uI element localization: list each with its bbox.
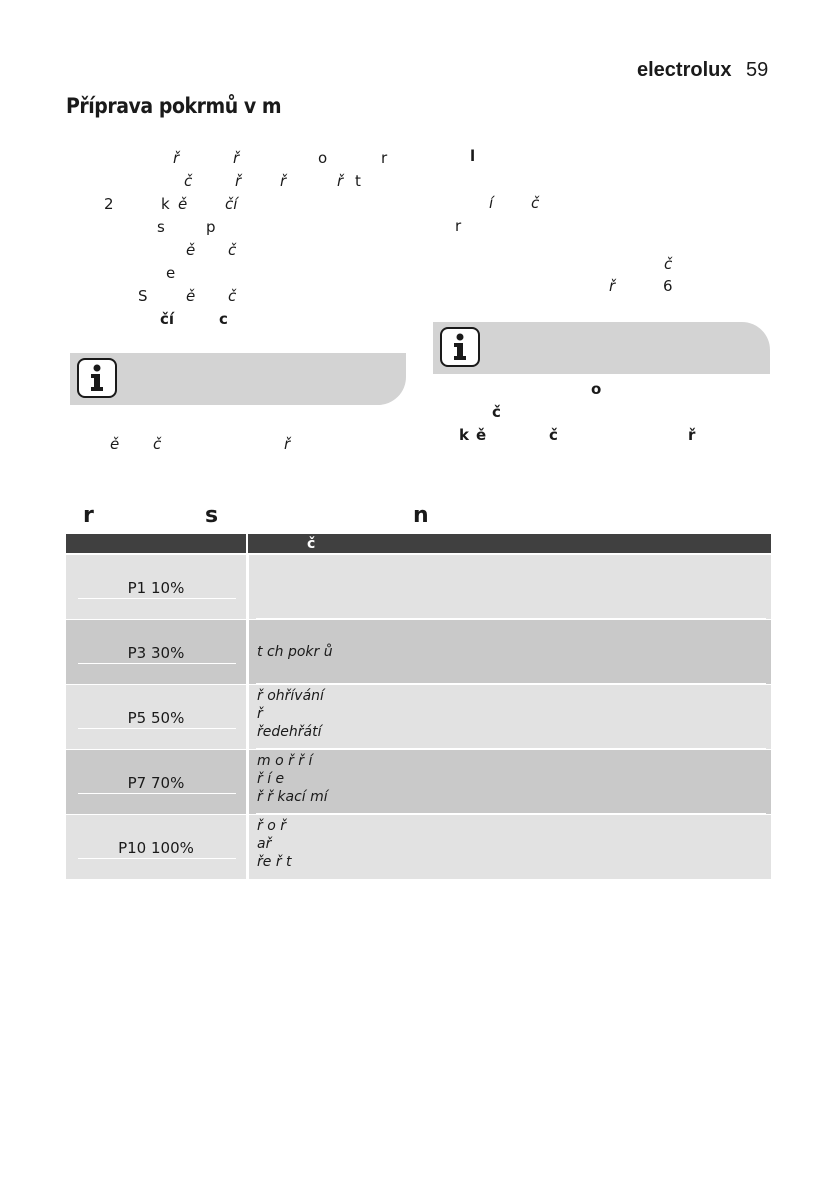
body-text-fragment: č	[492, 403, 501, 421]
table-row	[66, 555, 771, 619]
label-underline	[78, 793, 236, 794]
body-text-fragment: p	[206, 218, 216, 236]
body-text-fragment: ě	[110, 435, 120, 453]
page-title: Příprava pokrmů v m	[66, 94, 282, 118]
body-text-fragment: ě	[186, 241, 196, 259]
info-icon	[77, 358, 117, 398]
body-text-fragment: č	[228, 241, 237, 259]
brand-logo-text: electrolux	[637, 59, 732, 81]
section-heading-fragment: r	[83, 503, 94, 528]
power-level-label: P3 30%	[127, 644, 185, 662]
label-underline	[78, 598, 236, 599]
table-header	[66, 534, 771, 553]
usage-text: ř	[257, 706, 263, 722]
usage-text: ř ohřívání	[257, 688, 324, 704]
label-underline	[78, 858, 236, 859]
body-text-fragment: í	[489, 194, 494, 212]
body-text-fragment: t	[355, 172, 361, 190]
label-underline	[78, 663, 236, 664]
usage-text: ře ř t	[257, 854, 292, 870]
body-text-fragment: r	[455, 217, 462, 235]
row-separator	[256, 618, 766, 619]
column-divider	[246, 555, 249, 619]
body-text-fragment: čí	[160, 310, 175, 328]
body-text-fragment: k	[161, 195, 170, 213]
body-text-fragment: 2	[104, 195, 114, 213]
table-row	[66, 750, 771, 814]
body-text-fragment: č	[153, 435, 162, 453]
usage-text: ař	[257, 836, 272, 852]
info-icon	[440, 327, 480, 367]
row-separator	[256, 683, 766, 684]
column-divider	[246, 815, 249, 879]
usage-text: ředehřátí	[257, 724, 322, 740]
usage-text: ř í e	[257, 771, 285, 787]
column-divider	[246, 750, 249, 814]
body-text-fragment: ř	[280, 172, 287, 190]
body-text-fragment: o	[318, 149, 328, 167]
table-row	[66, 620, 771, 684]
body-text-fragment: č	[531, 194, 540, 212]
power-level-label: P7 70%	[127, 774, 185, 792]
body-text-fragment: s	[157, 218, 165, 236]
table-header-text: č	[307, 536, 316, 552]
body-text-fragment: ř	[235, 172, 242, 190]
body-text-fragment: ř	[173, 149, 180, 167]
body-text-fragment: S	[138, 287, 148, 305]
section-heading-fragment: s	[205, 503, 219, 528]
power-level-label: P10 100%	[118, 839, 194, 857]
body-text-fragment: o	[591, 380, 602, 398]
body-text-fragment: c	[219, 310, 228, 328]
body-text-fragment: č	[549, 426, 558, 444]
body-text-fragment: ě	[186, 287, 196, 305]
column-divider	[246, 620, 249, 684]
usage-text: ř ř kací mí	[257, 789, 328, 805]
body-text-fragment: č	[228, 287, 237, 305]
column-divider	[246, 685, 249, 749]
body-text-fragment: l	[470, 147, 476, 165]
body-text-fragment: k	[459, 426, 469, 444]
usage-text: ř o ř	[257, 818, 286, 834]
body-text-fragment: r	[381, 149, 388, 167]
note-bar-left	[70, 353, 406, 405]
table-row	[66, 815, 771, 879]
body-text-fragment: č	[184, 172, 193, 190]
power-level-label: P5 50%	[127, 709, 185, 727]
table-header-divider	[246, 534, 248, 553]
body-text-fragment: 6	[663, 277, 673, 295]
usage-text: m o ř ř í	[257, 753, 313, 769]
table-row	[66, 685, 771, 749]
body-text-fragment: ř	[609, 277, 616, 295]
section-heading-fragment: n	[413, 503, 429, 528]
body-text-fragment: e	[166, 264, 176, 282]
body-text-fragment: čí	[225, 195, 238, 213]
label-underline	[78, 728, 236, 729]
body-text-fragment: č	[664, 255, 673, 273]
body-text-fragment: ř	[284, 435, 291, 453]
usage-text: t ch pokr ů	[257, 644, 333, 660]
power-level-label: P1 10%	[127, 579, 185, 597]
body-text-fragment: ř	[688, 426, 696, 444]
body-text-fragment: ř	[233, 149, 240, 167]
body-text-fragment: ř	[337, 172, 344, 190]
body-text-fragment: ě	[178, 195, 188, 213]
page-number: 59	[746, 59, 769, 81]
row-separator	[256, 813, 766, 814]
row-separator	[256, 748, 766, 749]
note-bar-right	[433, 322, 770, 374]
body-text-fragment: ě	[476, 426, 487, 444]
